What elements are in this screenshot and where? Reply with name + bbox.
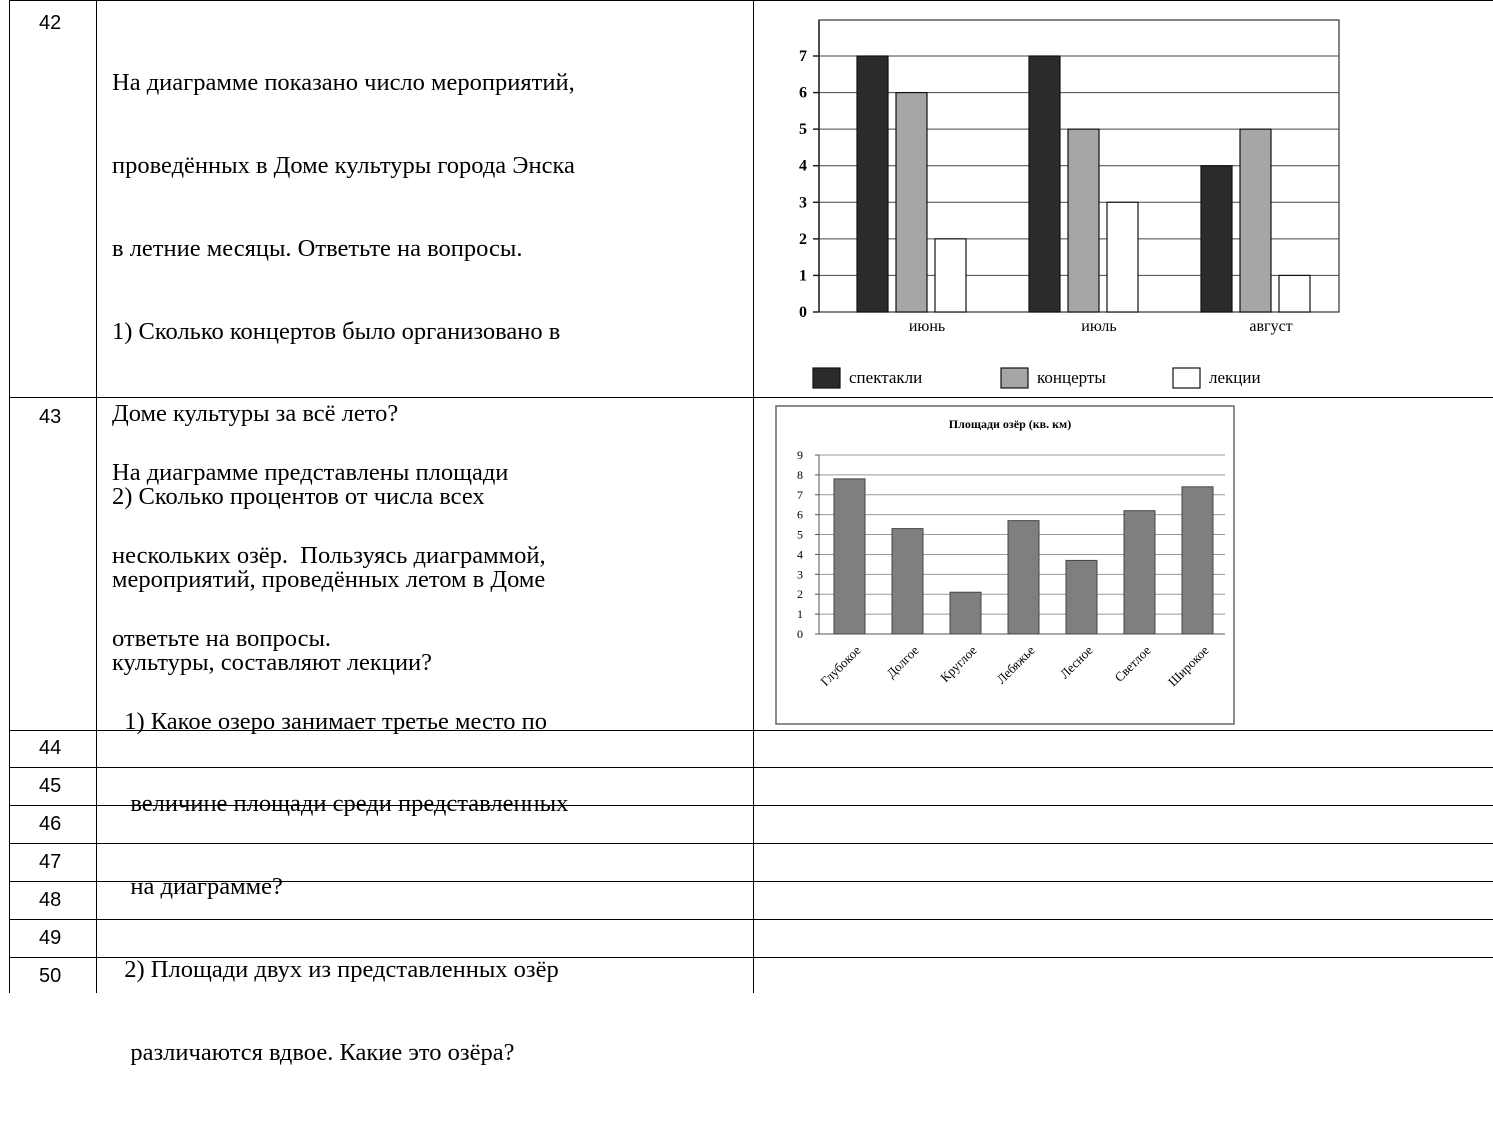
x-tick-label: Лебяжье bbox=[993, 642, 1038, 687]
y-tick-label: 2 bbox=[797, 587, 803, 602]
y-tick-label: 6 bbox=[797, 507, 803, 522]
y-tick-label: 1 bbox=[797, 607, 803, 622]
bar bbox=[950, 592, 981, 634]
bar bbox=[857, 56, 888, 312]
question-43-text bbox=[112, 404, 568, 1121]
y-tick-label: 5 bbox=[797, 527, 803, 542]
y-tick-label: 0 bbox=[799, 304, 807, 321]
legend-label: спектакли bbox=[849, 368, 923, 387]
row-number: 45 bbox=[39, 775, 62, 797]
text-line: мероприятий, проведённых летом в Доме bbox=[112, 565, 546, 593]
bar bbox=[1068, 129, 1099, 312]
x-tick-label: Лесное bbox=[1056, 642, 1096, 682]
text-line: различаются вдвое. Какие это озёра? bbox=[112, 1038, 515, 1066]
text-line: Доме культуры за всё лето? bbox=[112, 400, 399, 428]
bar bbox=[1107, 202, 1138, 312]
bar bbox=[896, 93, 927, 312]
legend-swatch bbox=[1173, 368, 1200, 388]
legend-swatch bbox=[1001, 368, 1028, 388]
text-line: На диаграмме показано число мероприятий, bbox=[112, 69, 575, 97]
column-border bbox=[9, 0, 10, 993]
chart-title: Площади озёр (кв. км) bbox=[948, 417, 1072, 431]
bar bbox=[834, 479, 865, 634]
y-tick-label: 6 bbox=[799, 84, 807, 102]
text-line: 2) Площади двух из представленных озёр bbox=[112, 955, 559, 983]
x-tick-label: Широкое bbox=[1164, 642, 1212, 690]
text-line: ответьте на вопросы. bbox=[112, 624, 332, 652]
y-tick-label: 7 bbox=[799, 48, 807, 65]
bar bbox=[892, 529, 923, 634]
y-tick-label: 4 bbox=[797, 547, 803, 562]
bar bbox=[1201, 166, 1232, 312]
y-tick-label: 5 bbox=[799, 121, 807, 139]
row-border bbox=[9, 0, 1493, 1]
y-tick-label: 2 bbox=[799, 230, 807, 248]
x-tick-label: август bbox=[1249, 318, 1293, 335]
row-number: 48 bbox=[39, 889, 62, 911]
y-tick-label: 3 bbox=[797, 567, 803, 582]
x-tick-label: Долгое bbox=[883, 642, 922, 681]
y-tick-label: 4 bbox=[799, 157, 807, 175]
events-bar-chart bbox=[769, 8, 1349, 394]
y-tick-label: 7 bbox=[797, 487, 803, 502]
x-tick-label: Круглое bbox=[937, 642, 980, 686]
legend-label: лекции bbox=[1209, 368, 1261, 387]
row-number: 42 bbox=[39, 12, 62, 34]
row-number: 44 bbox=[39, 737, 62, 759]
bar bbox=[1182, 487, 1213, 634]
y-tick-label: 1 bbox=[799, 267, 807, 285]
column-border bbox=[96, 0, 97, 993]
text-line: 2) Сколько процентов от числа всех bbox=[112, 483, 485, 511]
text-line: проведённых в Доме культуры города Энска bbox=[112, 151, 575, 179]
text-line: 1) Какое озеро занимает третье место по bbox=[112, 707, 547, 735]
lakes-bar-chart bbox=[775, 405, 1235, 725]
worksheet-table bbox=[9, 0, 1493, 1066]
y-tick-label: 3 bbox=[799, 194, 807, 212]
legend-swatch bbox=[813, 368, 840, 388]
text-line: 1) Сколько концертов было организовано в bbox=[112, 317, 561, 345]
text-line: нескольких озёр. Пользуясь диаграммой, bbox=[112, 541, 546, 569]
bar bbox=[1029, 56, 1060, 312]
y-tick-label: 8 bbox=[797, 467, 803, 482]
row-number: 46 bbox=[39, 813, 62, 835]
x-tick-label: июнь bbox=[908, 318, 946, 335]
x-tick-label: Глубокое bbox=[817, 642, 864, 689]
bar bbox=[1008, 521, 1039, 634]
bar bbox=[1279, 275, 1310, 312]
bar bbox=[935, 239, 966, 312]
row-number: 43 bbox=[39, 406, 62, 428]
column-border bbox=[753, 0, 754, 993]
row-number: 49 bbox=[39, 927, 62, 949]
bar bbox=[1124, 511, 1155, 634]
text-line: культуры, составляют лекции? bbox=[112, 648, 433, 676]
text-line: На диаграмме представлены площади bbox=[112, 459, 509, 487]
text-line: величине площади среди представленных bbox=[112, 790, 569, 818]
bar bbox=[1240, 129, 1271, 312]
y-tick-label: 0 bbox=[797, 627, 803, 641]
row-number: 47 bbox=[39, 851, 62, 873]
text-line: на диаграмме? bbox=[112, 873, 283, 901]
row-number: 50 bbox=[39, 965, 62, 987]
x-tick-label: Светлое bbox=[1111, 642, 1154, 685]
bar bbox=[1066, 560, 1097, 634]
text-line: в летние месяцы. Ответьте на вопросы. bbox=[112, 234, 523, 262]
legend-label: концерты bbox=[1037, 368, 1106, 387]
y-tick-label: 9 bbox=[797, 448, 803, 462]
x-tick-label: июль bbox=[1081, 318, 1117, 335]
